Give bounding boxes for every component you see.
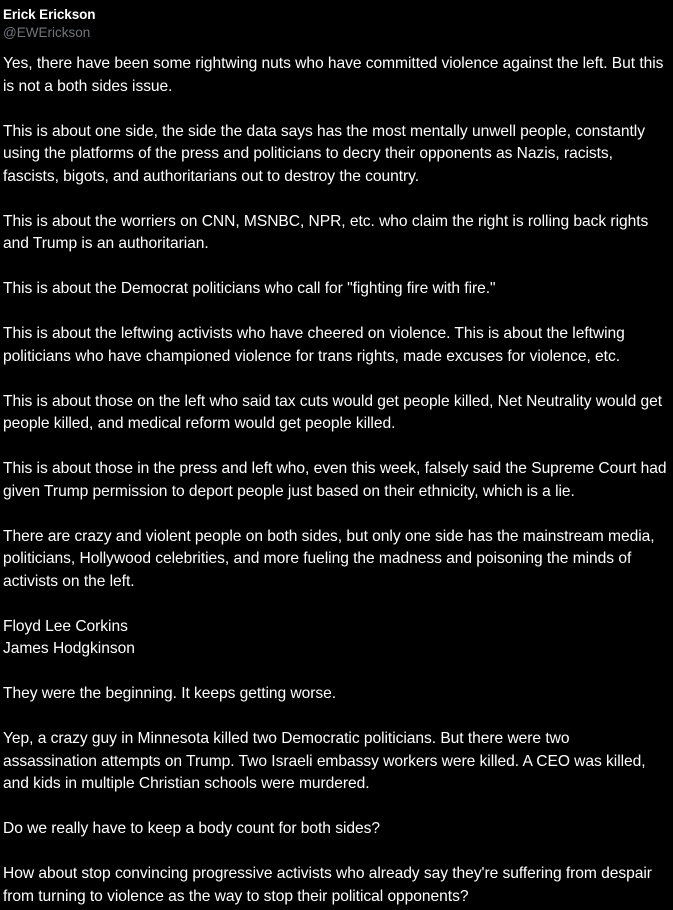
post-paragraph-6: This is about those on the left who said tax cuts would get people killed, Net Neutrality would get people killed, and medical reform would get people killed.	[3, 392, 663, 432]
post-paragraph-4: This is about the Democrat politicians who call for "fighting fire with fire."	[3, 280, 496, 297]
post-closing-1: They were the beginning. It keeps getting worse.	[3, 685, 337, 702]
post-closing-4: How about stop convincing progressive activists who already say they're suffering from despair from turning to violence as the way to stop their political opponents?	[3, 865, 652, 905]
author-name[interactable]: Erick Erickson	[3, 7, 96, 22]
author-block[interactable]	[3, 6, 667, 42]
post-paragraph-2: This is about one side, the side the data says has the most mentally unwell people, constantly using the platforms of the press and politicians to decry their opponents as Nazis, racists, fascists, bigots, and authoritarians out to destroy the country.	[3, 122, 645, 185]
post-paragraph-8: There are crazy and violent people on both sides, but only one side has the mainstream media, politicians, Hollywood celebrities, and more fueling the madness and poisoning the minds of activists on the left.	[3, 527, 655, 590]
post-closing-3: Do we really have to keep a body count for both sides?	[3, 820, 380, 837]
post-paragraph-5: This is about the leftwing activists who have cheered on violence. This is about the leftwing politicians who have championed violence for trans rights, made excuses for violence, etc.	[3, 325, 625, 365]
post-paragraph-3: This is about the worriers on CNN, MSNBC, NPR, etc. who claim the right is rolling back rights and Trump is an authoritarian.	[3, 212, 649, 252]
post-body	[3, 53, 667, 908]
name-item: James Hodgkinson	[3, 640, 135, 657]
author-handle[interactable]: @EWErickson	[3, 25, 91, 40]
name-item: Floyd Lee Corkins	[3, 617, 128, 635]
names-list	[3, 616, 667, 661]
post-closing-2: Yep, a crazy guy in Minnesota killed two Democratic politicians. But there were two assassination attempts on Trump. Two Israeli embassy workers were killed. A CEO was killed, and kids in multiple Christian schools were murdered.	[3, 730, 646, 792]
post-paragraph-1: Yes, there have been some rightwing nuts who have committed violence against the left. But this is not a both sides issue.	[3, 55, 664, 95]
post-paragraph-7: This is about those in the press and left who, even this week, falsely said the Supreme Court had given Trump permission to deport people just based on their ethnicity, which is a lie.	[3, 460, 667, 500]
